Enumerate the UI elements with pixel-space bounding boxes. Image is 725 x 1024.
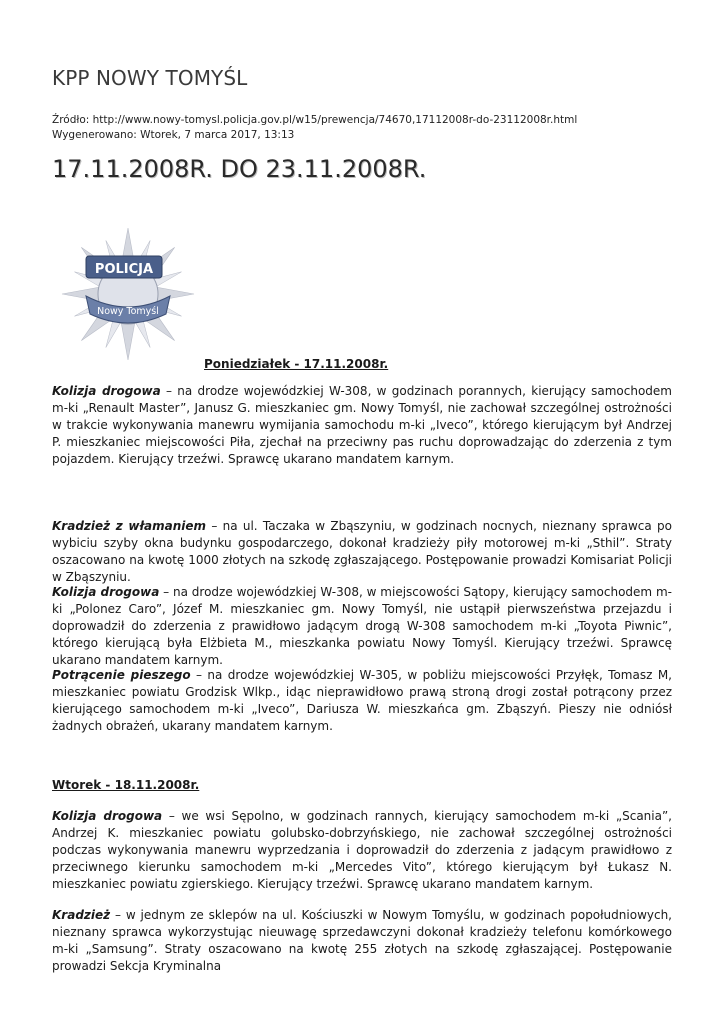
item-text: – w jednym ze sklepów na ul. Kościuszki w Nowym Tomyślu, w godzinach popołudniowych, nieznany sprawca wykorzystując nieuwagę sprzedawczyni dokonał kradzieży telefonu komórkowego m-ki „Samsung”. Straty oszacowano na kwotę 255 złotych na szkodę zgłaszającej. Postępowanie prowadzi Sekcja Kryminalna (52, 908, 672, 973)
source-line: Źródło: http://www.nowy-tomysl.policja.gov.pl/w15/prewencja/74670,17112008r-do-23112008r.html (52, 114, 578, 126)
report-item (52, 667, 672, 735)
logo-location: Nowy Tomyśl (97, 306, 159, 317)
item-lead: Kolizja drogowa (52, 585, 160, 599)
report-item (52, 383, 672, 468)
item-lead: Kolizja drogowa (52, 384, 161, 398)
document-title: 17.11.2008R. DO 23.11.2008R. (52, 155, 427, 183)
item-lead: Kradzież (52, 908, 111, 922)
day-heading-monday: Poniedziałek - 17.11.2008r. (204, 357, 389, 371)
item-text: – na ul. Taczaka w Zbąszyniu, w godzinach nocnych, nieznany sprawca po wybiciu szyby okna budynku gospodarczego, dokonał kradzieży piły motorowej m-ki „Sthil”. Straty oszacowano na kwotę 1000 złotych na szkodę zgłaszającego. Postępowanie prowadzi Komisariat Policji w Zbąszyniu. (52, 519, 672, 584)
item-text: – na drodze wojewódzkiej W-305, w pobliżu miejscowości Przyłęk, Tomasz M, mieszkaniec powiatu Grodzisk Wlkp., idąc nieprawidłowo prawą stroną drogi został potrącony przez kierującego samochodem m-ki „Iveco”, Dariusza W. mieszkańca gm. Zbąszyń. Pieszy nie odniósł żadnych obrażeń, ukarany mandatem karnym. (52, 668, 672, 733)
item-text: – na drodze wojewódzkiej W-308, w miejscowości Sątopy, kierujący samochodem m-ki „Polonez Caro”, Józef M. mieszkaniec gm. Nowy Tomyśl, nie ustąpił pierwszeństwa przejazdu i doprowadził do zderzenia z prawidłowo jadącym drogą W-308 samochodem m-ki „Toyota Piwnic”, którego kierującą była Elżbieta M., mieszkanka powiatu Nowy Tomyśl. Kierujący trzeźwi. Sprawcę ukarano mandatem karnym. (52, 585, 672, 667)
report-item (52, 808, 672, 893)
report-item (52, 907, 672, 975)
item-lead: Potrącenie pieszego (52, 668, 191, 682)
generated-line: Wygenerowano: Wtorek, 7 marca 2017, 13:13 (52, 129, 295, 141)
day-heading-tuesday: Wtorek - 18.11.2008r. (52, 778, 200, 792)
item-text: – na drodze wojewódzkiej W-308, w godzinach porannych, kierujący samochodem m-ki „Renault Master”, Janusz G. mieszkaniec gm. Nowy Tomyśl, nie zachował szczególnej ostrożności w trakcie wykonywania manewru wymijania samochodu m-ki „Iveco”, którego kierującym był Andrzej P. mieszkaniec miejscowości Piła, zjechał na przeciwny pas ruchu doprowadzając do zderzenia z tym pojazdem. Kierujący trzeźwi. Sprawcę ukarano mandatem karnym. (52, 384, 672, 466)
report-item (52, 584, 672, 669)
item-lead: Kolizja drogowa (52, 809, 163, 823)
police-star-logo (56, 222, 200, 366)
item-text: – we wsi Sępolno, w godzinach rannych, kierujący samochodem m-ki „Scania”, Andrzej K. mieszkaniec powiatu golubsko-dobrzyńskiego, nie zachował szczególnej ostrożności podczas wykonywania manewru wyprzedzania i doprowadził do zderzenia z jadącym prawidłowo z przeciwnego kierunku samochodem m-ki „Mercedes Vito”, którego kierującym był Łukasz N. mieszkaniec powiatu zgierskiego. Kierujący trzeźwi. Sprawcę ukarano mandatem karnym. (52, 809, 672, 891)
logo-word: POLICJA (94, 262, 154, 277)
site-title: KPP NOWY TOMYŚL (52, 66, 248, 90)
report-item (52, 518, 672, 586)
item-lead: Kradzież z włamaniem (52, 519, 207, 533)
